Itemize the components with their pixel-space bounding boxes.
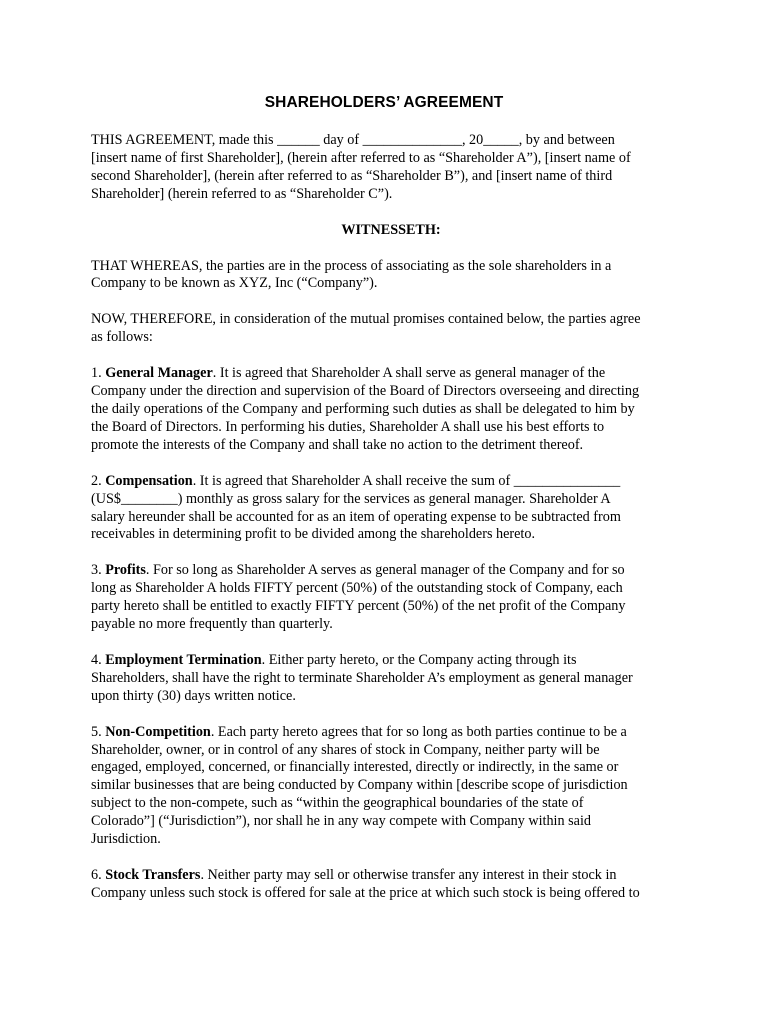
section-line: (US$________) monthly as gross salary for the services as general manager. Shareholder A — [91, 490, 611, 507]
section-line: party hereto shall be entitled to exactly FIFTY percent (50%) of the net profit of the Company — [91, 598, 626, 615]
section-text: . Either party hereto, or the Company acting through its — [261, 651, 577, 668]
section-line: receivables in determining profit to be divided among the shareholders hereto. — [91, 526, 536, 543]
section-line: Company unless such stock is offered for sale at the price at which such stock is being offered to — [91, 884, 640, 901]
section-general-manager — [91, 365, 691, 455]
section-text: . It is agreed that Shareholder A shall serve as general manager of the — [212, 365, 606, 382]
intro-line: Shareholder] (herein referred to as “Shareholder C”). — [91, 185, 393, 202]
section-line: promote the interests of the Company and shall take no action to the detriment thereof. — [91, 436, 584, 453]
section-line: subject to the non-compete, such as “within the geographical boundaries of the state of — [91, 795, 584, 812]
therefore-line: as follows: — [91, 329, 153, 346]
section-heading: General Manager — [105, 365, 213, 382]
section-compensation — [91, 473, 691, 545]
section-line: the daily operations of the Company and performing such duties as shall be delegated to him by — [91, 400, 635, 417]
whereas-line: Company to be known as XYZ, Inc (“Company”). — [91, 275, 378, 292]
section-number: 6. — [91, 867, 102, 883]
section-line: Shareholder, owner, or in control of any shares of stock in Company, neither party will be — [91, 741, 600, 758]
section-heading: Non-Competition — [105, 723, 211, 740]
section-heading: Employment Termination — [105, 651, 262, 668]
section-first-line — [91, 724, 691, 742]
section-line: Company under the direction and supervision of the Board of Directors overseeing and directing — [91, 383, 640, 400]
section-number: 4. — [91, 651, 102, 668]
section-stock-transfers — [91, 867, 691, 903]
section-first-line — [91, 365, 691, 383]
intro-line: second Shareholder], (herein after referred to as “Shareholder B”), and [insert name of third — [91, 167, 613, 184]
section-line: Shareholders, shall have the right to terminate Shareholder A’s employment as general manager — [91, 669, 633, 686]
section-employment-termination — [91, 652, 691, 706]
document-body — [91, 132, 691, 921]
therefore-line: NOW, THEREFORE, in consideration of the mutual promises contained below, the parties agree — [91, 311, 641, 328]
section-text: . Each party hereto agrees that for so long as both parties continue to be a — [210, 723, 627, 740]
section-number: 5. — [91, 723, 102, 740]
whereas-paragraph — [91, 258, 691, 294]
section-profits — [91, 562, 691, 634]
section-non-competition — [91, 724, 691, 849]
therefore-paragraph — [91, 311, 691, 347]
section-line: long as Shareholder A holds FIFTY percent (50%) of the outstanding stock of Company, each — [91, 580, 623, 597]
section-line: Colorado”] (“Jurisdiction”), nor shall he in any way compete with Company within said — [91, 813, 591, 830]
section-first-line — [91, 652, 691, 670]
intro-line: THIS AGREEMENT, made this ______ day of ______________, 20_____, by and between — [91, 132, 615, 148]
intro-paragraph — [91, 132, 691, 204]
section-heading: Stock Transfers — [105, 867, 201, 883]
section-line: payable no more frequently than quarterly. — [91, 616, 333, 633]
whereas-line: THAT WHEREAS, the parties are in the process of associating as the sole shareholders in a — [91, 257, 612, 274]
section-heading: Compensation — [105, 472, 193, 489]
section-first-line — [91, 473, 691, 491]
section-number: 1. — [91, 365, 102, 382]
section-text: . It is agreed that Shareholder A shall receive the sum of _______________ — [192, 472, 621, 489]
section-first-line — [91, 562, 691, 580]
section-line: Jurisdiction. — [91, 831, 161, 848]
document-title: SHAREHOLDERS’ AGREEMENT — [264, 94, 504, 111]
section-heading: Profits — [105, 562, 146, 579]
intro-line: [insert name of first Shareholder], (herein after referred to as “Shareholder A”), [insert name of — [91, 149, 631, 166]
section-first-line — [91, 867, 691, 885]
section-line: salary hereunder shall be accounted for as an item of operating expense to be subtracted from — [91, 508, 621, 525]
witnesseth-heading: WITNESSETH: — [341, 221, 441, 238]
section-text: . For so long as Shareholder A serves as general manager of the Company and for so — [145, 562, 625, 579]
section-number: 2. — [91, 472, 102, 489]
section-line: the Board of Directors. In performing his duties, Shareholder A shall use his best efforts to — [91, 418, 605, 435]
section-text: . Neither party may sell or otherwise transfer any interest in their stock in — [200, 867, 617, 883]
section-line: engaged, employed, concerned, or financially interested, directly or indirectly, in the same or — [91, 759, 619, 776]
section-line: similar businesses that are being conducted by Company within [describe scope of jurisdiction — [91, 777, 628, 794]
section-number: 3. — [91, 562, 102, 579]
section-line: upon thirty (30) days written notice. — [91, 687, 296, 704]
